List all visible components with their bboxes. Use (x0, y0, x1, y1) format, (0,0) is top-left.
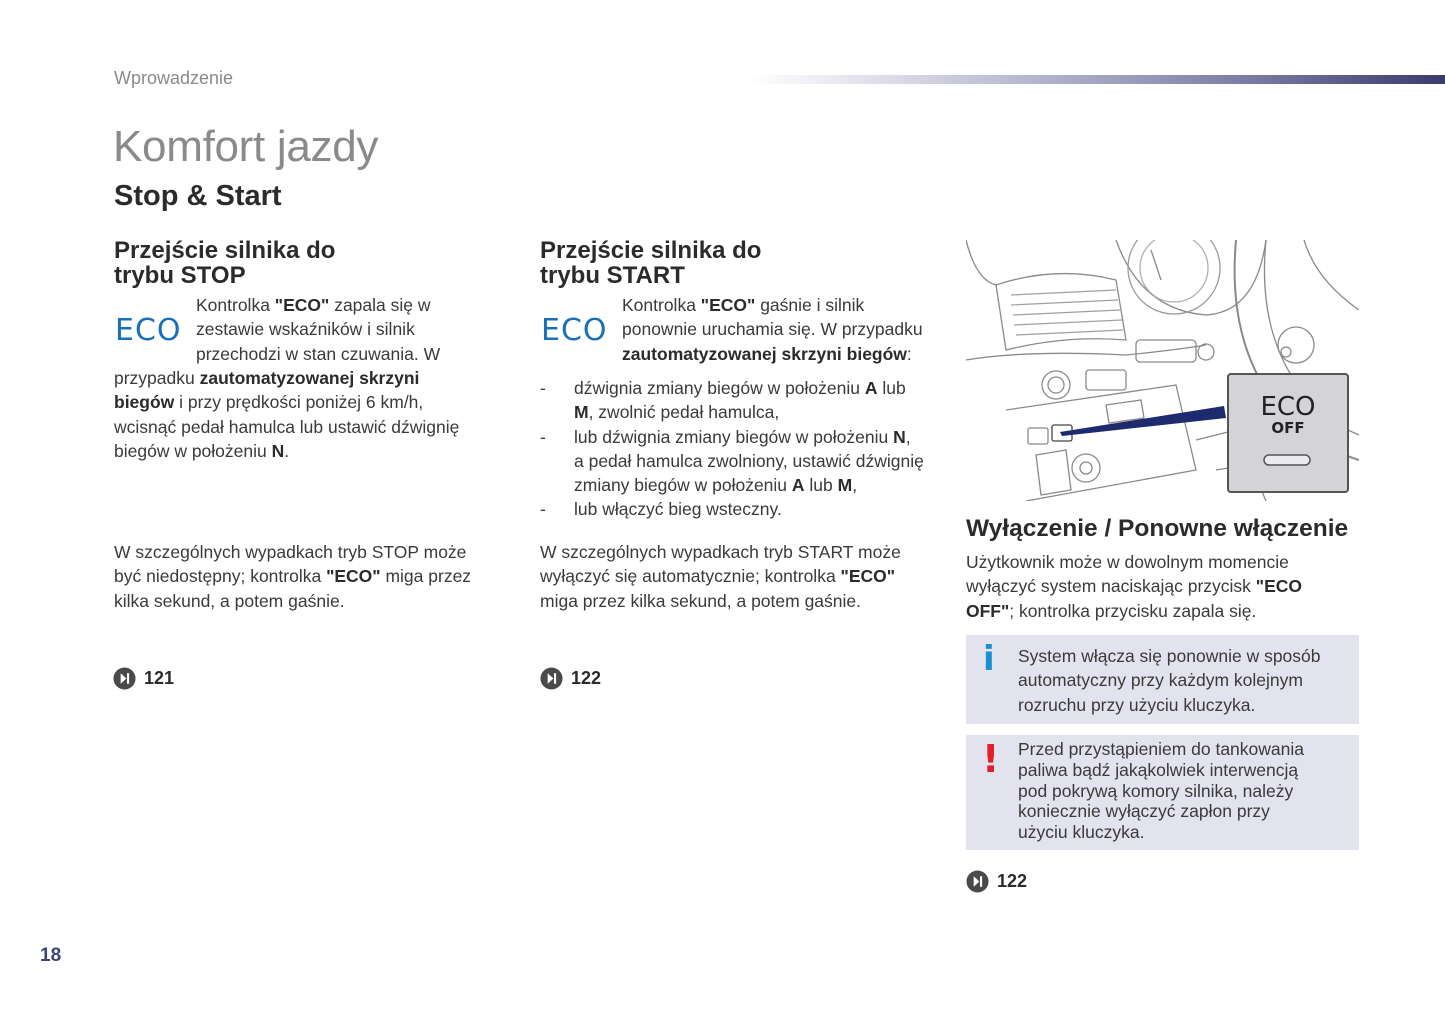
start-paragraph-1: Kontrolka "ECO" gaśnie i silnik ponownie uruchamia się. W przypadku zautomatyzowanej skrzyni biegów: (622, 295, 923, 364)
start-paragraph-2: W szczególnych wypadkach tryb START może wyłączyć się automatycznie; kontrolka "ECO" miga przez kilka sekund, a potem gaśnie. (540, 542, 901, 611)
start-reference-page: 122 (571, 668, 602, 688)
info-box (966, 635, 1359, 724)
right-page-reference[interactable] (966, 870, 1027, 893)
eco-indicator-icon: ECO (541, 313, 608, 348)
stop-paragraph-1-bottom: przypadku zautomatyzowanej skrzyni biegów i przy prędkości poniżej 6 km/h, wcisnąć pedał hamulca lub ustawić dźwignię biegów w położeniu N. (114, 368, 460, 461)
eco-off-button-label-top: ECO (1260, 392, 1316, 422)
list-item: - dźwignia zmiany biegów w położeniu A lub M, zwolnić pedał hamulca, (540, 378, 906, 423)
info-text: System włącza się ponownie w sposób automatyczny przy każdym kolejnym rozruchu przy użyciu kluczyka. (1018, 646, 1321, 715)
warning-text: Przed przystąpieniem do tankowania paliwa bądź jakąkolwiek interwencją pod pokrywą komory silnika, należy koniecznie wyłączyć zapłon przy użyciu kluczyka. (1018, 739, 1304, 843)
start-page-reference[interactable] (540, 667, 601, 690)
warning-icon: ! (982, 737, 1000, 781)
off-on-paragraph: Użytkownik może w dowolnym momencie wyłączyć system naciskając przycisk "ECO OFF"; kontrolka przycisku zapala się. (966, 552, 1303, 621)
right-reference-page: 122 (997, 871, 1028, 891)
dashboard-illustration (966, 240, 1359, 501)
stop-reference-page: 121 (144, 668, 175, 688)
info-icon: i (983, 639, 995, 679)
stop-page-reference[interactable] (113, 667, 174, 690)
stop-paragraph-1-top: Kontrolka "ECO" zapala się w zestawie wskaźników i silnik przechodzi w stan czuwania. W (196, 295, 441, 364)
dashboard-drawing (966, 240, 1359, 501)
eco-indicator-icon: ECO (115, 313, 182, 348)
off-on-heading: Wyłączenie / Ponowne włączenie (966, 515, 1349, 542)
section-label: Wprowadzenie (114, 68, 234, 88)
off-on-section (966, 516, 1386, 541)
stop-column (114, 238, 514, 288)
skip-forward-icon (966, 870, 989, 893)
list-item: - lub dźwignia zmiany biegów w położeniu N, a pedał hamulca zwolniony, ustawić dźwignię zmiany biegów w położeniu A lub M, (540, 426, 924, 496)
header-decor-bar (750, 75, 1445, 84)
page-number: 18 (40, 945, 62, 966)
skip-forward-icon (540, 667, 563, 690)
eco-off-button-label-bottom: OFF (1271, 419, 1305, 437)
page-subtitle: Stop & Start (114, 180, 282, 212)
stop-paragraph-2: W szczególnych wypadkach tryb STOP może być niedostępny; kontrolka "ECO" miga przez kilka sekund, a potem gaśnie. (114, 542, 472, 611)
page-title: Komfort jazdy (113, 122, 379, 171)
start-column (540, 238, 940, 288)
list-item: - lub włączyć bieg wsteczny. (540, 499, 782, 520)
start-bullet-list (540, 376, 940, 522)
warning-box (966, 735, 1359, 850)
stop-heading: Przejście silnika do trybu STOP (114, 237, 336, 289)
skip-forward-icon (113, 667, 136, 690)
start-heading: Przejście silnika do trybu START (540, 237, 762, 289)
